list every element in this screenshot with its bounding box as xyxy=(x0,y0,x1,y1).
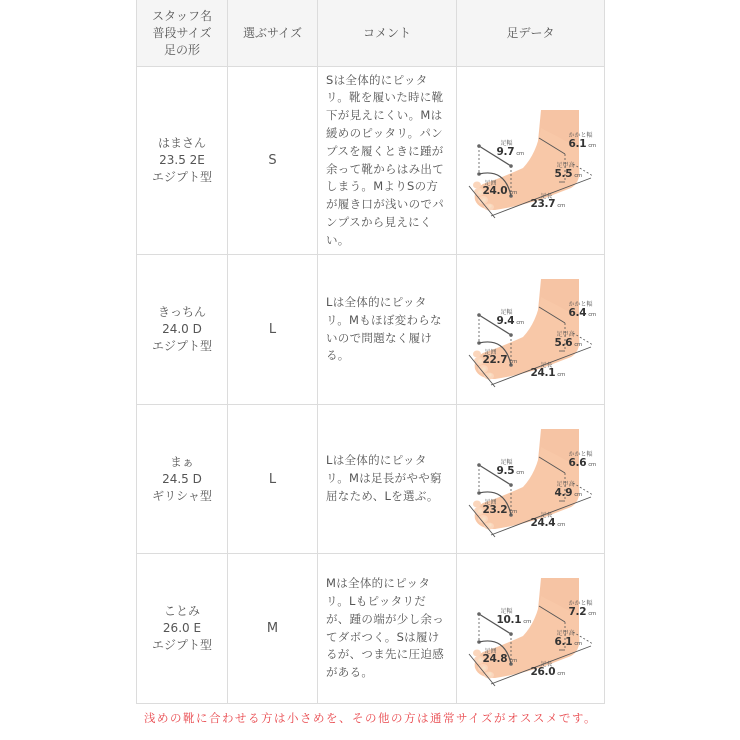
chosen-size: S xyxy=(268,153,277,168)
girth-label: 足囲 xyxy=(484,180,497,187)
foot-width-label: 足幅 xyxy=(500,309,513,316)
usual-size: 24.0 D xyxy=(162,322,202,336)
foot-width-label: 足幅 xyxy=(500,458,513,466)
comment-line: 緩めのピッタリ。パン xyxy=(326,125,443,140)
header-staff xyxy=(137,0,228,66)
girth-label: 足囲 xyxy=(484,349,497,356)
foot-diagram xyxy=(461,417,601,542)
comment-line: プスを履くときに踵が xyxy=(326,143,444,158)
length-value: 23.7 cm xyxy=(530,198,566,210)
length-label: 足長 xyxy=(540,511,553,519)
comment-line: リ。靴を履いた時に靴 xyxy=(326,90,444,105)
girth-value: 24.0 cm xyxy=(482,185,518,197)
heel-width-label: かかと幅 xyxy=(568,600,593,607)
staff-name: きっちん xyxy=(157,305,206,319)
comment-cell xyxy=(318,255,457,404)
instep-label: 足甲高 xyxy=(556,480,575,488)
heel-width-label: かかと幅 xyxy=(568,450,593,458)
chosen-size-cell xyxy=(228,554,318,703)
girth-value: 24.8 cm xyxy=(482,653,518,665)
comment-line: てダボつく。Sは履け xyxy=(326,629,440,644)
chosen-size: L xyxy=(268,322,277,337)
comment-line: Sは全体的にピッタ xyxy=(326,72,428,87)
comment-line: いので問題なく履け xyxy=(326,330,433,345)
comment-text xyxy=(326,452,442,505)
heel-width-value: 6.1 cm xyxy=(568,138,596,150)
header-comment: コメント xyxy=(318,0,457,66)
girth-label: 足囲 xyxy=(484,498,497,506)
instep-value: 4.9 cm xyxy=(554,486,582,499)
instep-label: 足甲高 xyxy=(556,630,575,637)
table-row xyxy=(137,255,604,405)
foot-width-value: 9.5 cm xyxy=(496,464,524,477)
comment-cell xyxy=(318,405,457,553)
staff-name: はまさん xyxy=(157,136,206,150)
comment-line: Lは全体的にピッタ xyxy=(326,453,427,468)
foot-diagram xyxy=(461,267,601,392)
length-value: 24.1 cm xyxy=(530,367,566,379)
comment-line: しまう。MよりSの方 xyxy=(326,179,439,194)
length-value: 26.0 cm xyxy=(530,666,566,678)
comment-cell xyxy=(318,554,457,703)
foot-shape: エジプト型 xyxy=(151,170,212,184)
staff-cell xyxy=(137,67,228,254)
staff-name: ことみ xyxy=(163,604,200,618)
comment-line: リ。Lもピッタリだ xyxy=(326,593,427,608)
foot-diagram xyxy=(461,566,601,691)
comment-line: Lは全体的にピッタ xyxy=(326,294,427,309)
length-value: 24.4 cm xyxy=(530,516,566,529)
comment-line: Mは全体的にピッタ xyxy=(326,576,431,591)
foot-shape: ギリシャ型 xyxy=(152,488,212,503)
instep-label: 足甲高 xyxy=(556,162,575,169)
foot-data-cell xyxy=(457,405,604,553)
heel-width-value: 7.2 cm xyxy=(568,606,596,618)
foot-data-cell xyxy=(457,554,604,703)
girth-label: 足囲 xyxy=(484,648,497,655)
foot-width-value: 9.7 cm xyxy=(496,146,524,158)
chosen-size-cell xyxy=(228,67,318,254)
comment-text xyxy=(326,72,444,250)
comment-line: がある。 xyxy=(326,665,374,680)
staff-cell xyxy=(137,554,228,703)
foot-width-value: 10.1 cm xyxy=(496,614,532,626)
table-header xyxy=(137,0,604,67)
comment-line: が履き口が浅いのでパ xyxy=(326,197,444,212)
heel-width-value: 6.4 cm xyxy=(568,307,596,319)
girth-value: 23.2 cm xyxy=(482,503,518,516)
table-row xyxy=(137,405,604,554)
comment-line: が、踵の端が少し余っ xyxy=(326,611,444,626)
table-row xyxy=(137,554,604,703)
foot-width-label: 足幅 xyxy=(500,140,513,147)
chosen-size: M xyxy=(266,621,279,636)
table-row xyxy=(137,67,604,255)
usual-size: 23.5 2E xyxy=(159,153,205,167)
heel-width-label: かかと幅 xyxy=(568,301,593,308)
comment-line: い。 xyxy=(326,232,350,247)
header-usual-size: 普段サイズ xyxy=(152,25,212,40)
instep-value: 5.6 cm xyxy=(554,337,582,349)
foot-diagram xyxy=(461,98,601,223)
foot-width-value: 9.4 cm xyxy=(496,315,524,327)
heel-width-value: 6.6 cm xyxy=(568,456,596,469)
girth-value: 22.7 cm xyxy=(482,354,518,366)
comment-line: ンプスから見えにく xyxy=(326,214,432,229)
usual-size: 24.5 D xyxy=(162,471,202,486)
comment-cell xyxy=(318,67,457,254)
comment-line: リ。Mは足長がやや窮 xyxy=(326,471,442,486)
comment-text xyxy=(326,575,444,682)
foot-shape: エジプト型 xyxy=(151,339,212,353)
footer-note: 浅めの靴に合わせる方は小さめを、その他の方は通常サイズがオススメです。 xyxy=(143,711,598,725)
header-foot-shape: 足の形 xyxy=(163,42,200,57)
size-comparison-table xyxy=(136,0,605,704)
length-label: 足長 xyxy=(540,661,553,668)
foot-shape: エジプト型 xyxy=(151,638,212,652)
header-chosen-size: 選ぶサイズ xyxy=(228,0,318,66)
foot-width-label: 足幅 xyxy=(500,608,513,615)
comment-line: リ。Mもほぼ変わらな xyxy=(326,312,442,327)
length-label: 足長 xyxy=(540,193,553,200)
staff-cell xyxy=(137,255,228,404)
heel-width-label: かかと幅 xyxy=(568,132,593,139)
header-staff-name: スタッフ名 xyxy=(151,8,212,23)
staff-cell xyxy=(137,405,228,553)
comment-text xyxy=(326,294,442,365)
comment-line: るが、つま先に圧迫感 xyxy=(326,647,444,662)
chosen-size-cell xyxy=(228,405,318,553)
foot-data-cell xyxy=(457,255,604,404)
chosen-size: L xyxy=(268,471,277,487)
comment-line: 余って靴からはみ出て xyxy=(326,161,444,176)
instep-label: 足甲高 xyxy=(556,331,575,338)
comment-line: る。 xyxy=(326,348,350,363)
comment-line: 下が見えにくい。Mは xyxy=(326,108,443,123)
instep-value: 6.1 cm xyxy=(554,636,582,648)
header-foot-data: 足データ xyxy=(506,25,555,40)
comment-line: 屈なため、Lを選ぶ。 xyxy=(326,488,439,503)
usual-size: 26.0 E xyxy=(162,621,202,635)
length-label: 足長 xyxy=(540,362,553,369)
staff-name: まぁ xyxy=(169,454,194,469)
foot-data-cell xyxy=(457,67,604,254)
instep-value: 5.5 cm xyxy=(554,168,582,180)
chosen-size-cell xyxy=(228,255,318,404)
